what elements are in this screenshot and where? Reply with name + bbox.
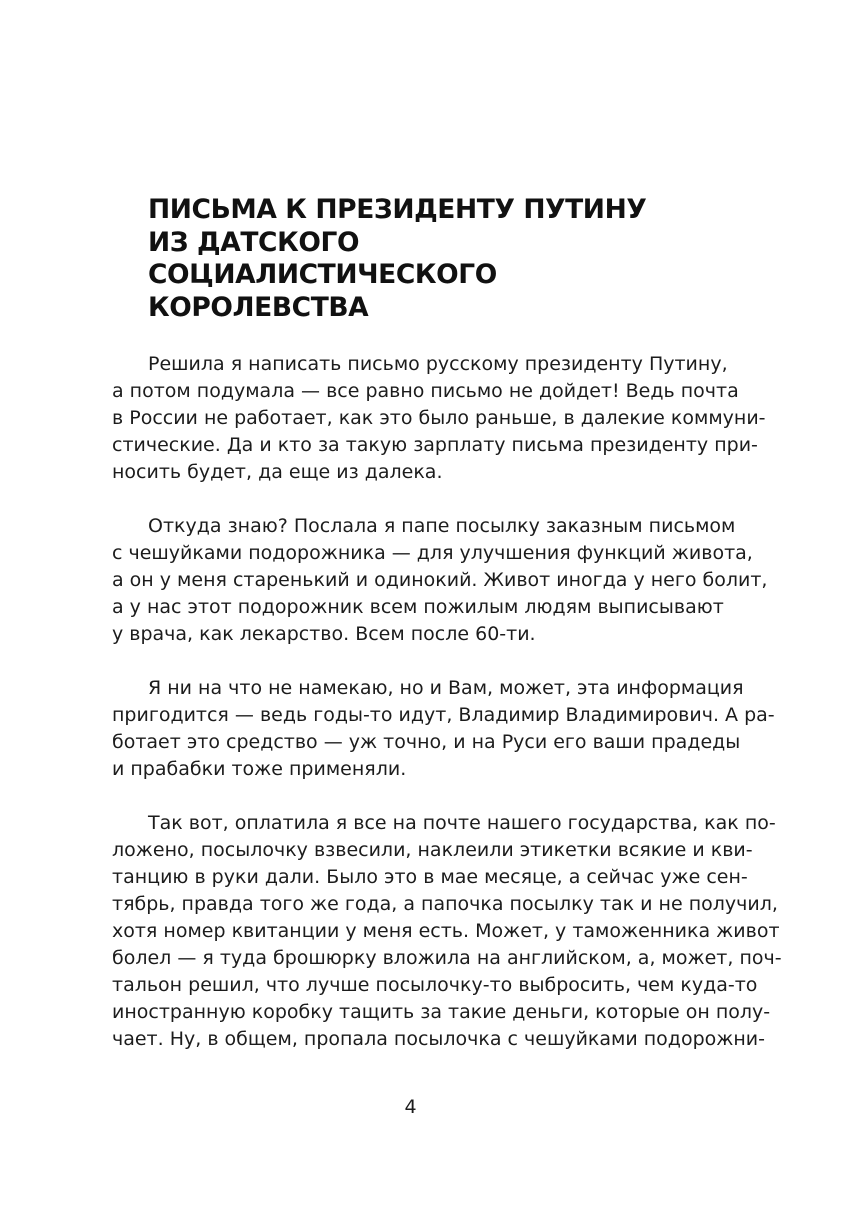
text-line: Решила я написать письмо русскому президенту Путину, bbox=[148, 353, 728, 375]
text-line: чает. Ну, в общем, пропала посылочка с чешуйками подорожни- bbox=[112, 1028, 765, 1050]
text-line: тябрь, правда того же года, а папочка посылку так и не получил, bbox=[112, 893, 778, 915]
text-line: а он у меня старенький и одинокий. Живот иногда у него болит, bbox=[112, 569, 768, 591]
text-line: носить будет, да еще из далека. bbox=[112, 461, 443, 483]
text-line: тальон решил, что лучше посылочку-то выбросить, чем куда-то bbox=[112, 974, 758, 996]
chapter-title-line: СОЦИАЛИСТИЧЕСКОГО bbox=[148, 259, 497, 290]
body-text bbox=[112, 351, 782, 1080]
text-line: стические. Да и кто за такую зарплату письма президенту при- bbox=[112, 434, 758, 456]
text-line: пригодится — ведь годы-то идут, Владимир Владимирович. А ра- bbox=[112, 704, 775, 726]
text-line: Я ни на что не намекаю, но и Вам, может, эта информация bbox=[148, 677, 744, 699]
chapter-title bbox=[148, 194, 728, 324]
text-line: болел — я туда брошюрку вложила на английском, а, может, поч- bbox=[112, 947, 782, 969]
text-line: а у нас этот подорожник всем пожилым людям выписывают bbox=[112, 596, 724, 618]
paragraph-1 bbox=[112, 351, 766, 486]
text-line: у врача, как лекарство. Всем после 60-ти. bbox=[112, 623, 536, 645]
chapter-title-line: ИЗ ДАТСКОГО bbox=[148, 226, 360, 258]
paragraph-3 bbox=[112, 675, 775, 783]
page-number: 4 bbox=[404, 1096, 417, 1118]
text-line: в России не работает, как это было раньше, в далекие коммуни- bbox=[112, 407, 766, 429]
text-line: танцию в руки дали. Было это в мае месяце, а сейчас уже сен- bbox=[112, 866, 748, 888]
paragraph-4 bbox=[112, 810, 782, 1053]
text-line: хотя номер квитанции у меня есть. Может, у таможенника живот bbox=[112, 920, 780, 942]
chapter-title-line: КОРОЛЕВСТВА bbox=[148, 291, 369, 323]
paragraph-2 bbox=[112, 513, 768, 648]
text-line: Откуда знаю? Послала я папе посылку заказным письмом bbox=[148, 515, 736, 537]
text-line: с чешуйками подорожника — для улучшения функций живота, bbox=[112, 542, 753, 564]
text-line: Так вот, оплатила я все на почте нашего государства, как по- bbox=[148, 812, 776, 834]
text-line: ложено, посылочку взвесили, наклеили этикетки всякие и кви- bbox=[112, 839, 753, 861]
text-line: ботает это средство — уж точно, и на Руси его ваши прадеды bbox=[112, 731, 741, 753]
text-line: иностранную коробку тащить за такие деньги, которые он полу- bbox=[112, 1001, 771, 1023]
text-line: и прабабки тоже применяли. bbox=[112, 758, 407, 780]
text-line: а потом подумала — все равно письмо не дойдет! Ведь почта bbox=[112, 380, 739, 402]
chapter-title-line: ПИСЬМА К ПРЕЗИДЕНТУ ПУТИНУ bbox=[148, 194, 647, 225]
